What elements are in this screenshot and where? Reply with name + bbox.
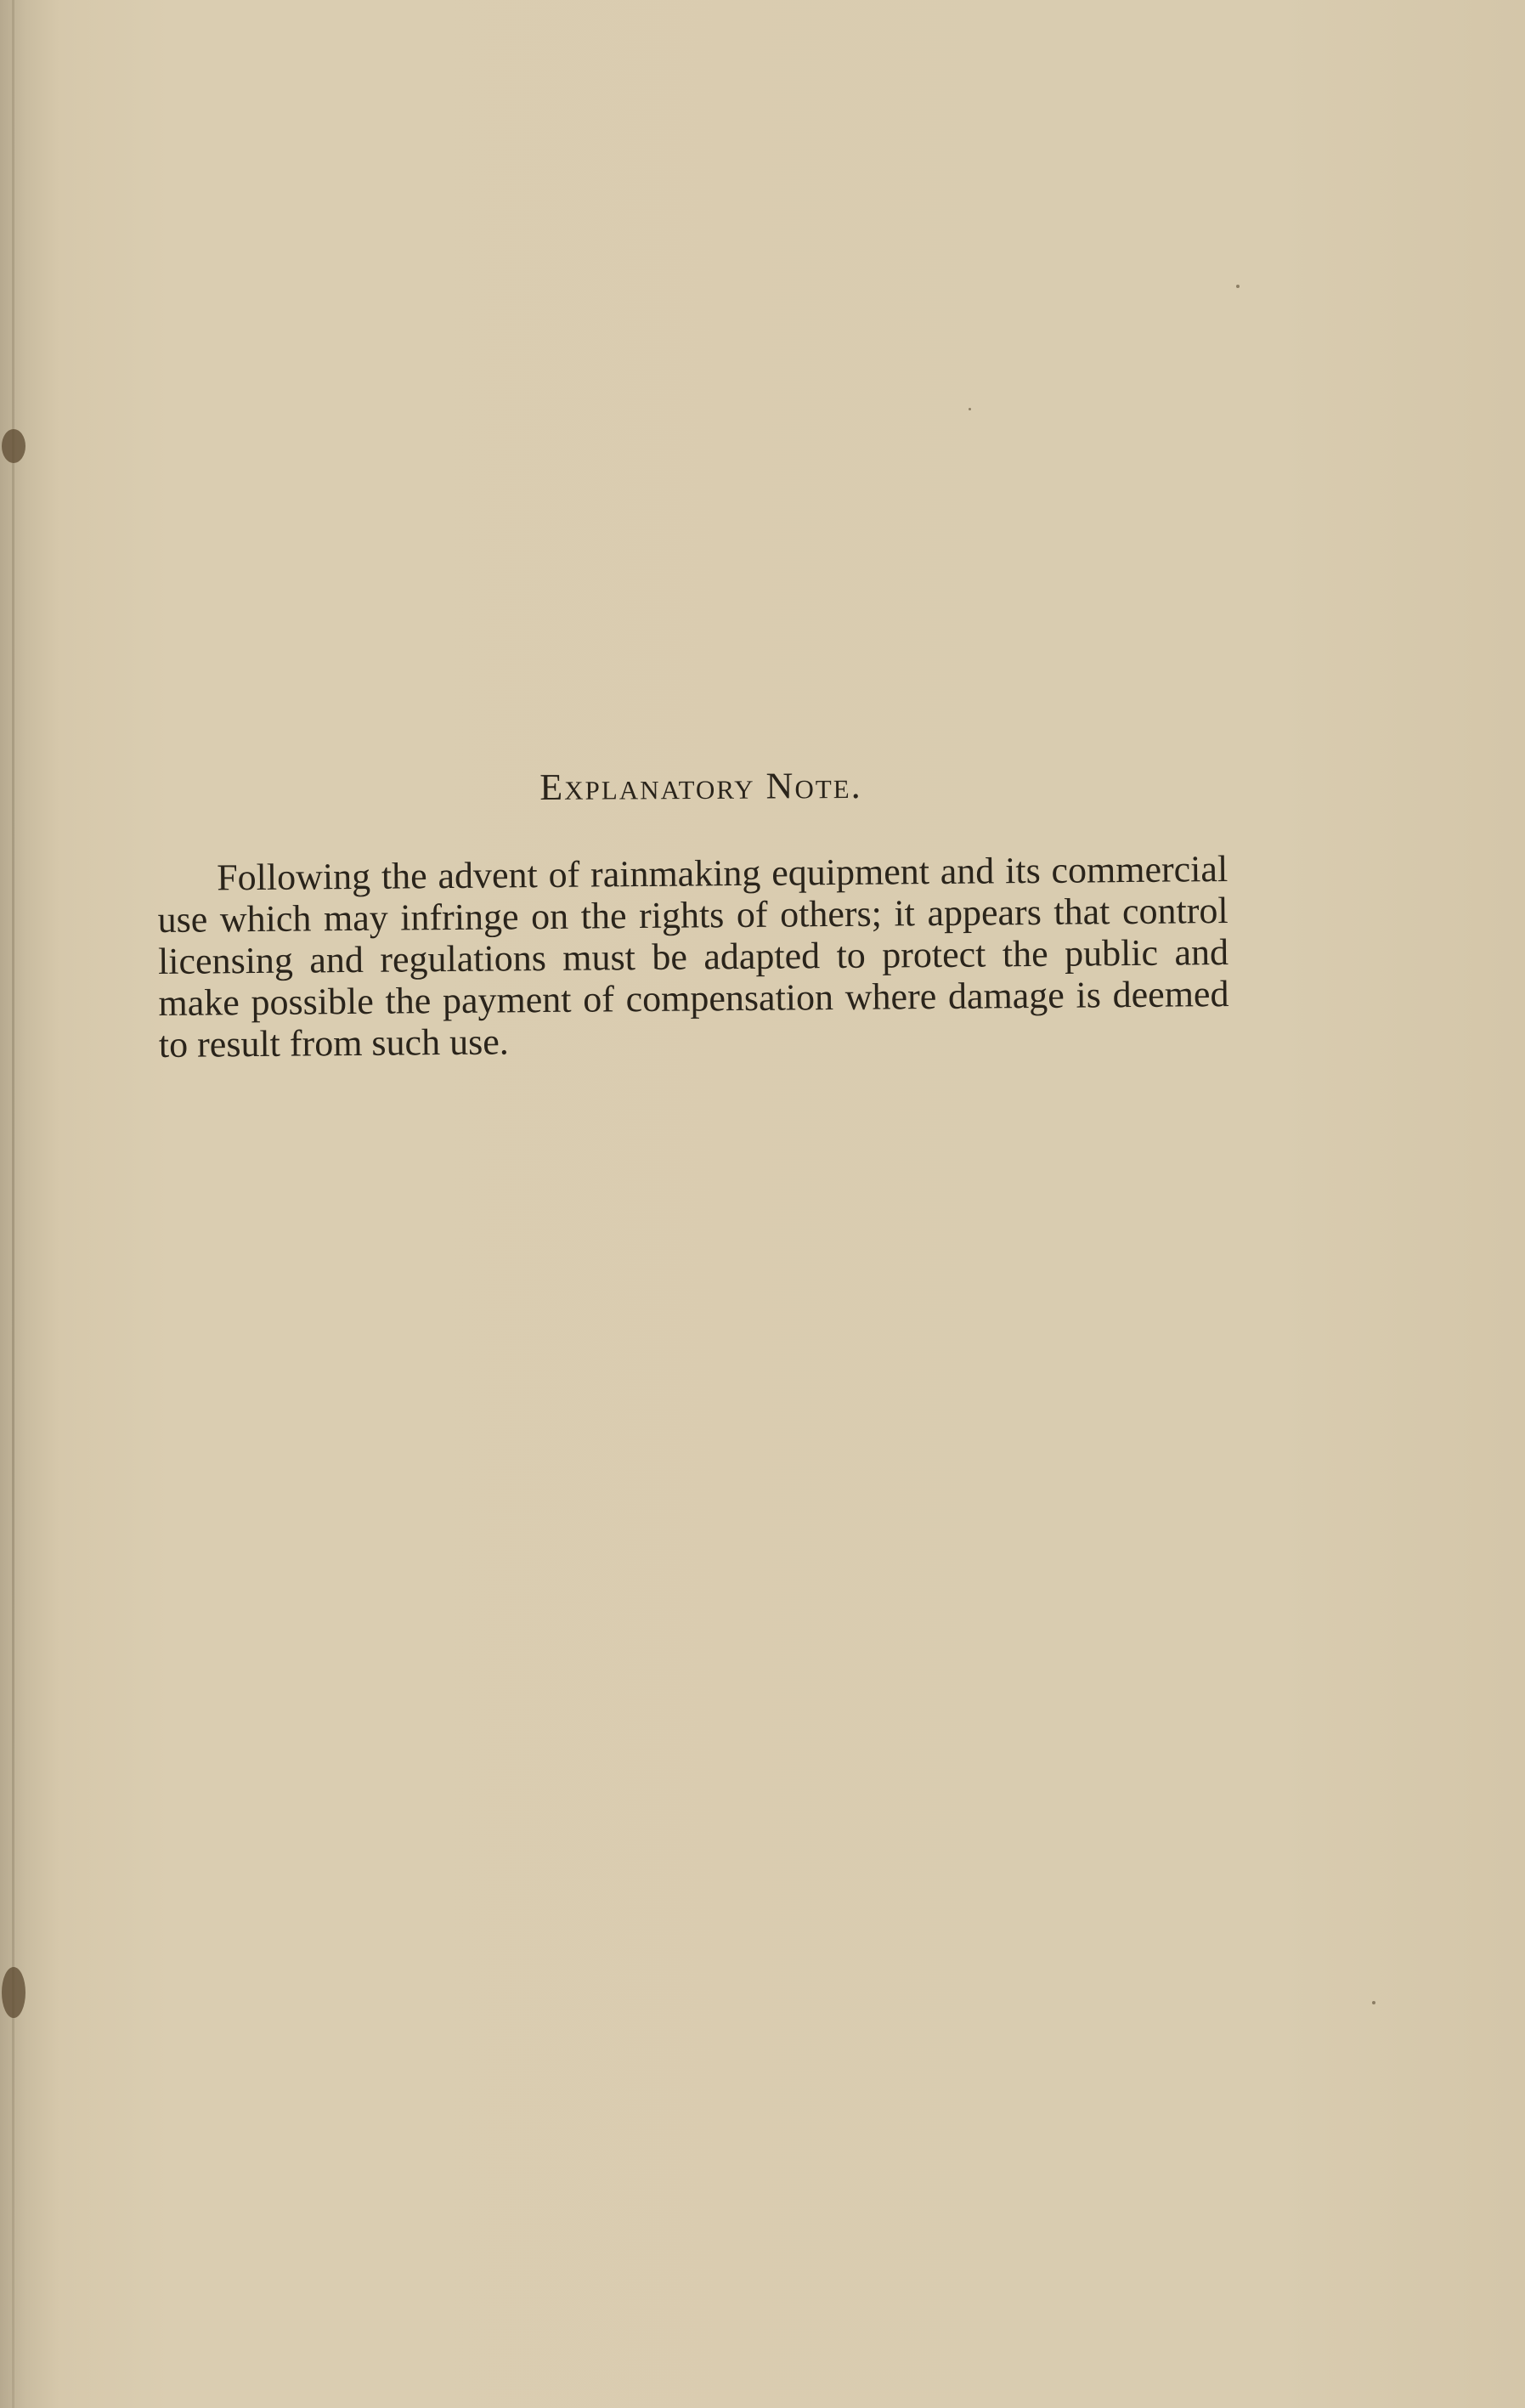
paper-speck: [969, 408, 971, 410]
note-title: Explanatory Note.: [539, 764, 862, 808]
paper-speck: [1372, 2001, 1375, 2004]
paper-speck: [1236, 285, 1240, 288]
binding-stain-upper: [2, 429, 25, 463]
binding-gutter: [12, 0, 14, 2408]
note-body: Following the advent of rainmaking equipment and its commercial use which may infringe on the rights of others; it appears that control licensing and regulations must be adapted to protect the public and make possible the payment of compensation where damage is deemed to result from such use.: [157, 848, 1229, 1066]
binding-stain-lower: [2, 1967, 25, 2018]
explanatory-note: [157, 765, 1228, 1066]
